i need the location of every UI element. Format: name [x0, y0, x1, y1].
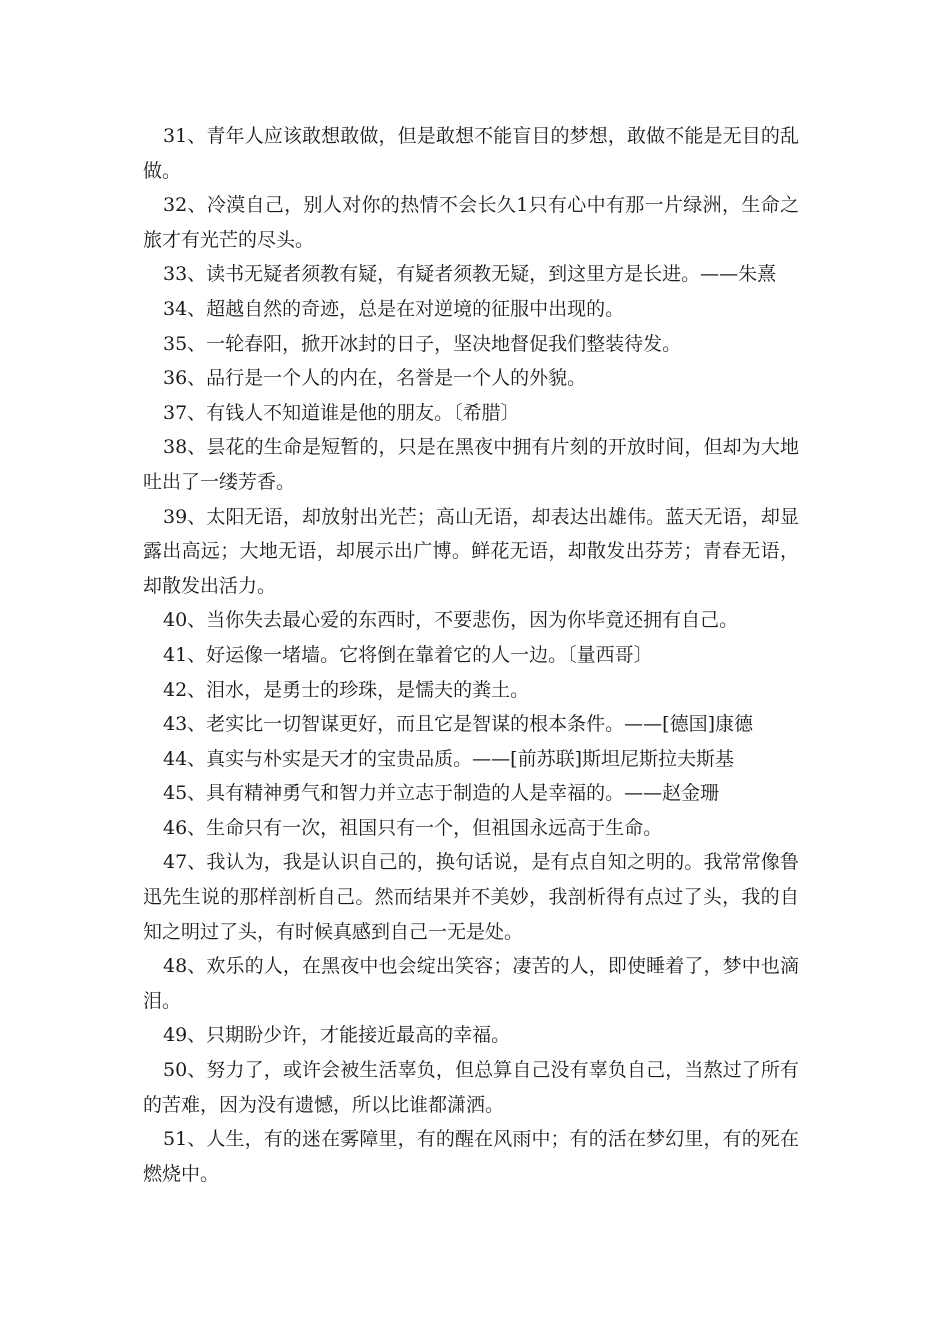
quote-47: 47、我认为，我是认识自己的，换句话说，是有点自知之明的。我常常像鲁迅先生说的那样剖析自己。然而结果并不美妙，我剖析得有点过了头，我的自知之明过了头，有时候真感到自己一无是处。 [143, 851, 799, 943]
quote-45: 45、具有精神勇气和智力并立志于制造的人是幸福的。——赵金珊 [163, 782, 720, 805]
quote-40: 40、当你失去最心爱的东西时，不要悲伤，因为你毕竟还拥有自己。 [163, 609, 739, 632]
quote-35: 35、一轮春阳，掀开冰封的日子，坚决地督促我们整装待发。 [163, 332, 682, 355]
quote-44: 44、真实与朴实是天才的宝贵品质。——[前苏联]斯坦尼斯拉夫斯基 [163, 747, 735, 770]
quote-48: 48、欢乐的人，在黑夜中也会绽出笑容；凄苦的人，即使睡着了，梦中也滴泪。 [143, 955, 799, 1012]
quote-39: 39、太阳无语，却放射出光芒；高山无语，却表达出雄伟。蓝天无语，却显露出高远；大地无语，却展示出广博。鲜花无语，却散发出芬芳；青春无语，却散发出活力。 [143, 505, 799, 597]
quote-43: 43、老实比一切智谋更好，而且它是智谋的根本条件。——[德国]康德 [163, 713, 754, 736]
quote-41: 41、好运像一堵墙。它将倒在靠着它的人一边。〔量西哥〕 [163, 643, 653, 666]
quote-32: 32、冷漠自己，别人对你的热情不会长久1只有心中有那一片绿洲，生命之旅才有光芒的尽头。 [143, 194, 799, 251]
document-body [143, 119, 799, 1191]
quote-51: 51、人生，有的迷在雾障里，有的醒在风雨中；有的活在梦幻里，有的死在燃烧中。 [143, 1128, 799, 1185]
quote-37: 37、有钱人不知道谁是他的朋友。〔希腊〕 [163, 401, 520, 424]
quote-49: 49、只期盼少许，才能接近最高的幸福。 [163, 1024, 511, 1047]
quote-38: 38、昙花的生命是短暂的，只是在黑夜中拥有片刻的开放时间，但却为大地吐出了一缕芳香。 [143, 436, 799, 493]
quote-46: 46、生命只有一次，祖国只有一个，但祖国永远高于生命。 [163, 816, 663, 839]
quote-42: 42、泪水，是勇士的珍珠，是懦夫的粪土。 [163, 678, 530, 701]
quote-31: 31、青年人应该敢想敢做，但是敢想不能盲目的梦想，敢做不能是无目的乱做。 [143, 125, 799, 182]
quote-36: 36、品行是一个人的内在，名誉是一个人的外貌。 [163, 367, 587, 390]
quote-50: 50、努力了，或许会被生活辜负，但总算自己没有辜负自己，当熬过了所有的苦难，因为没有遗憾，所以比谁都潇洒。 [143, 1059, 799, 1116]
quote-33: 33、读书无疑者须教有疑，有疑者须教无疑，到这里方是长进。——朱熹 [163, 263, 777, 286]
quote-34: 34、超越自然的奇迹，总是在对逆境的征服中出现的。 [163, 297, 625, 320]
